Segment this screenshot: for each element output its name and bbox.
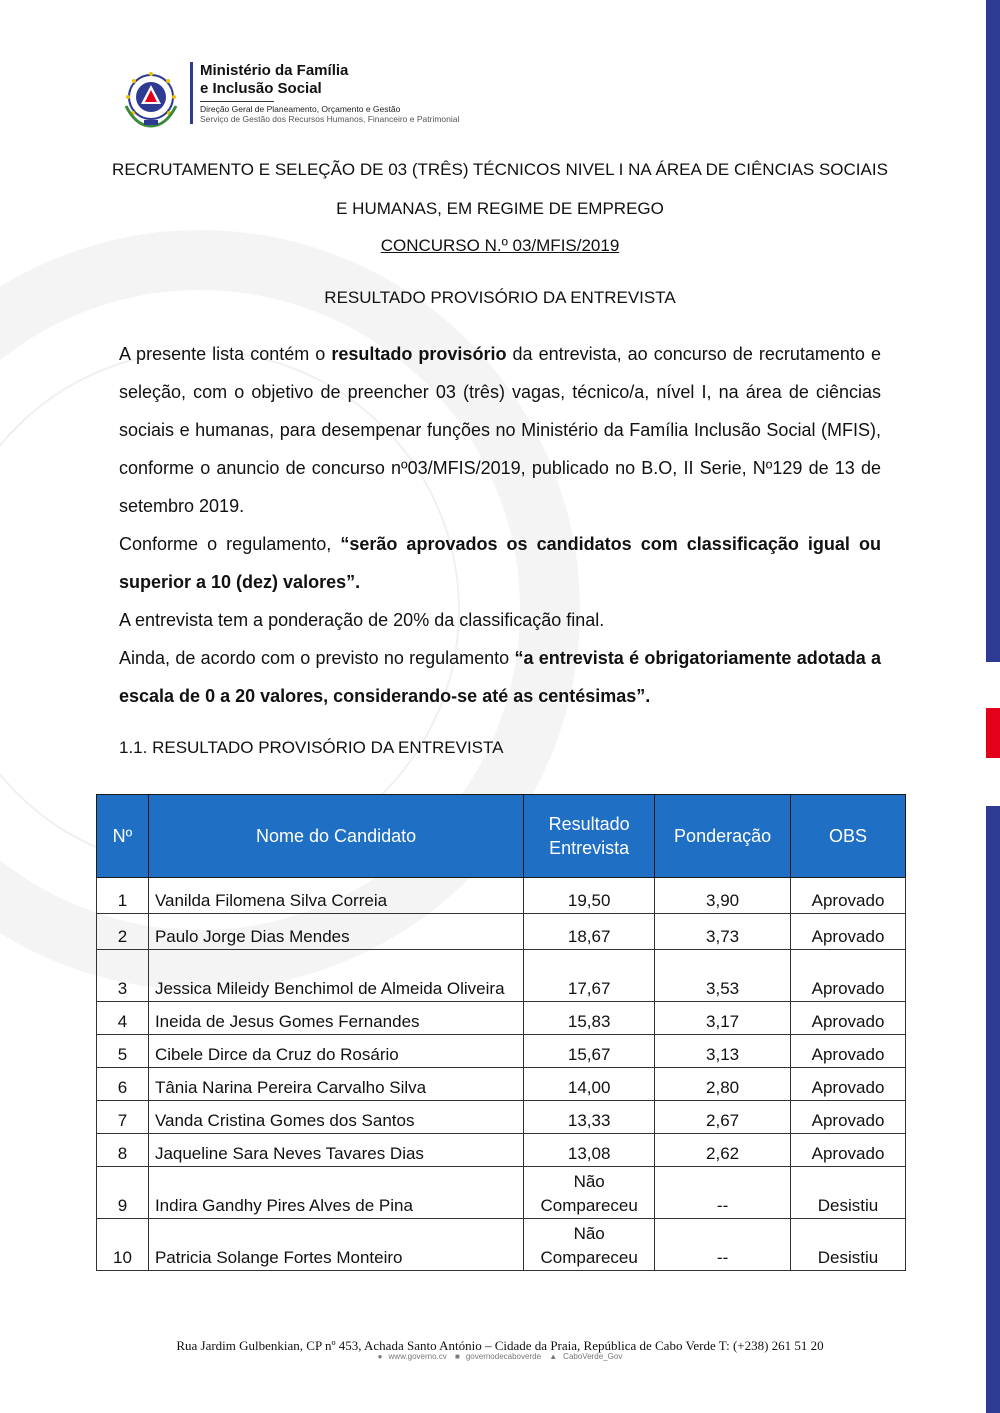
- candidate-name: Patricia Solange Fortes Monteiro: [148, 1219, 523, 1271]
- side-bar-blue-top: [986, 0, 1000, 662]
- interview-result: 14,00: [524, 1068, 655, 1101]
- side-bar-red: [986, 708, 1000, 758]
- header-weighting: Ponderação: [655, 795, 791, 878]
- paragraph-2: [119, 525, 881, 601]
- observation: Aprovado: [791, 950, 906, 1002]
- facebook-icon: ■: [455, 1352, 460, 1361]
- p4-bold: “a entrevista é obrigatoriamente adotada a escala de 0 a 20 valores, considerando-se até as centésimas”.: [119, 648, 881, 706]
- observation: Aprovado: [791, 878, 906, 914]
- table-row: [97, 950, 906, 1002]
- website-link[interactable]: www.governo.cv: [388, 1352, 447, 1361]
- observation: Aprovado: [791, 1134, 906, 1167]
- candidate-name: Jaqueline Sara Neves Tavares Dias: [148, 1134, 523, 1167]
- letterhead: [116, 62, 516, 134]
- observation: Aprovado: [791, 914, 906, 950]
- footer-address: Rua Jardim Gulbenkian, CP nº 453, Achada Santo António – Cidade da Praia, República de Cabo Verde T: (+238) 261 51 20: [176, 1338, 824, 1353]
- table-header-row: [97, 795, 906, 878]
- ministry-name-line2: e Inclusão Social: [200, 80, 322, 97]
- table-row: [97, 1002, 906, 1035]
- p2-text-a: Conforme o regulamento,: [119, 534, 341, 554]
- paragraph-4: [119, 639, 881, 715]
- document-subtitle: RESULTADO PROVISÓRIO DA ENTREVISTA: [324, 288, 676, 307]
- header-candidate-name: Nome do Candidato: [148, 795, 523, 878]
- observation: Desistiu: [791, 1219, 906, 1271]
- table-row: [97, 1167, 906, 1219]
- weighting: 3,53: [655, 950, 791, 1002]
- row-number: 8: [97, 1134, 149, 1167]
- ministry-block: [190, 62, 459, 124]
- service-name: Serviço de Gestão dos Recursos Humanos, Financeiro e Patrimonial: [200, 114, 460, 124]
- header-result-line2: Entrevista: [549, 838, 630, 858]
- table-row: [97, 1219, 906, 1271]
- observation: Desistiu: [791, 1167, 906, 1219]
- weighting: 3,17: [655, 1002, 791, 1035]
- row-number: 7: [97, 1101, 149, 1134]
- candidate-name: Vanda Cristina Gomes dos Santos: [148, 1101, 523, 1134]
- contest-number: CONCURSO N.º 03/MFIS/2019: [380, 236, 620, 255]
- row-number: 10: [97, 1219, 149, 1271]
- facebook-link[interactable]: governodecaboverde: [465, 1352, 542, 1361]
- weighting: 3,90: [655, 878, 791, 914]
- table-row: [97, 1101, 906, 1134]
- coat-of-arms-emblem: [116, 64, 186, 134]
- interview-result: 13,08: [524, 1134, 655, 1167]
- twitter-icon: ▲: [549, 1352, 558, 1361]
- row-number: 5: [97, 1035, 149, 1068]
- weighting: --: [655, 1219, 791, 1271]
- paragraph-3: A entrevista tem a ponderação de 20% da classificação final.: [119, 610, 605, 630]
- interview-result: Não Compareceu: [524, 1219, 655, 1271]
- header-result-line1: Resultado: [548, 814, 630, 834]
- row-number: 9: [97, 1167, 149, 1219]
- table-row: [97, 1068, 906, 1101]
- interview-result: 15,67: [524, 1035, 655, 1068]
- ministry-name-line1: Ministério da Família: [200, 62, 349, 79]
- interview-result: 13,33: [524, 1101, 655, 1134]
- section-title: 1.1. RESULTADO PROVISÓRIO DA ENTREVISTA: [119, 738, 504, 757]
- observation: Aprovado: [791, 1035, 906, 1068]
- header-interview-result: [524, 795, 655, 878]
- title-line-1: RECRUTAMENTO E SELEÇÃO DE 03 (TRÊS) TÉCNICOS NIVEL I NA ÁREA DE CIÊNCIAS SOCIAIS: [112, 160, 888, 179]
- footer-links: [0, 1352, 1000, 1361]
- p4-text-a: Ainda, de acordo com o previsto no regulamento: [119, 648, 515, 668]
- p2-bold: “serão aprovados os candidatos com classificação igual ou superior a 10 (dez) valores”.: [119, 534, 881, 592]
- row-number: 1: [97, 878, 149, 914]
- interview-result: 18,67: [524, 914, 655, 950]
- weighting: 3,13: [655, 1035, 791, 1068]
- row-number: 2: [97, 914, 149, 950]
- interview-result: 17,67: [524, 950, 655, 1002]
- twitter-link[interactable]: CaboVerde_Gov: [563, 1352, 623, 1361]
- body-text: [119, 335, 881, 715]
- observation: Aprovado: [791, 1002, 906, 1035]
- observation: Aprovado: [791, 1068, 906, 1101]
- globe-icon: ●: [377, 1352, 383, 1361]
- interview-result: Não Compareceu: [524, 1167, 655, 1219]
- interview-result: 19,50: [524, 878, 655, 914]
- paragraph-1: [119, 335, 881, 525]
- table-row: [97, 1134, 906, 1167]
- p1-text-b: da entrevista, ao concurso de recrutamento e seleção, com o objetivo de preencher 03 (três) vagas, técnico/a, nível I, na área de ciências sociais e humanas, para desempenar funções no Ministério da Família Inclusão Social (MFIS), conforme o anuncio de concurso nº03/MFIS/2019, publicado no B.O, II Serie, Nº129 de 13 de setembro 2019.: [119, 344, 881, 516]
- header-divider: [200, 101, 274, 102]
- department-name: Direção Geral de Planeamento, Orçamento e Gestão: [200, 104, 401, 114]
- weighting: 3,73: [655, 914, 791, 950]
- p1-bold: resultado provisório: [331, 344, 507, 364]
- row-number: 4: [97, 1002, 149, 1035]
- candidate-name: Cibele Dirce da Cruz do Rosário: [148, 1035, 523, 1068]
- candidate-name: Tânia Narina Pereira Carvalho Silva: [148, 1068, 523, 1101]
- table-row: [97, 914, 906, 950]
- candidate-name: Vanilda Filomena Silva Correia: [148, 878, 523, 914]
- table-row: [97, 878, 906, 914]
- row-number: 6: [97, 1068, 149, 1101]
- p1-text-a: A presente lista contém o: [119, 344, 332, 364]
- candidate-name: Indira Gandhy Pires Alves de Pina: [148, 1167, 523, 1219]
- header-number: Nº: [97, 795, 149, 878]
- candidate-name: Ineida de Jesus Gomes Fernandes: [148, 1002, 523, 1035]
- weighting: 2,62: [655, 1134, 791, 1167]
- results-table: [96, 794, 906, 1271]
- row-number: 3: [97, 950, 149, 1002]
- title-line-2: E HUMANAS, EM REGIME DE EMPREGO: [336, 199, 664, 218]
- weighting: 2,80: [655, 1068, 791, 1101]
- weighting: 2,67: [655, 1101, 791, 1134]
- interview-result: 15,83: [524, 1002, 655, 1035]
- weighting: --: [655, 1167, 791, 1219]
- candidate-name: Paulo Jorge Dias Mendes: [148, 914, 523, 950]
- header-obs: OBS: [791, 795, 906, 878]
- table-row: [97, 1035, 906, 1068]
- candidate-name: Jessica Mileidy Benchimol de Almeida Oliveira: [148, 950, 523, 1002]
- side-bar-blue-bottom: [986, 806, 1000, 1413]
- observation: Aprovado: [791, 1101, 906, 1134]
